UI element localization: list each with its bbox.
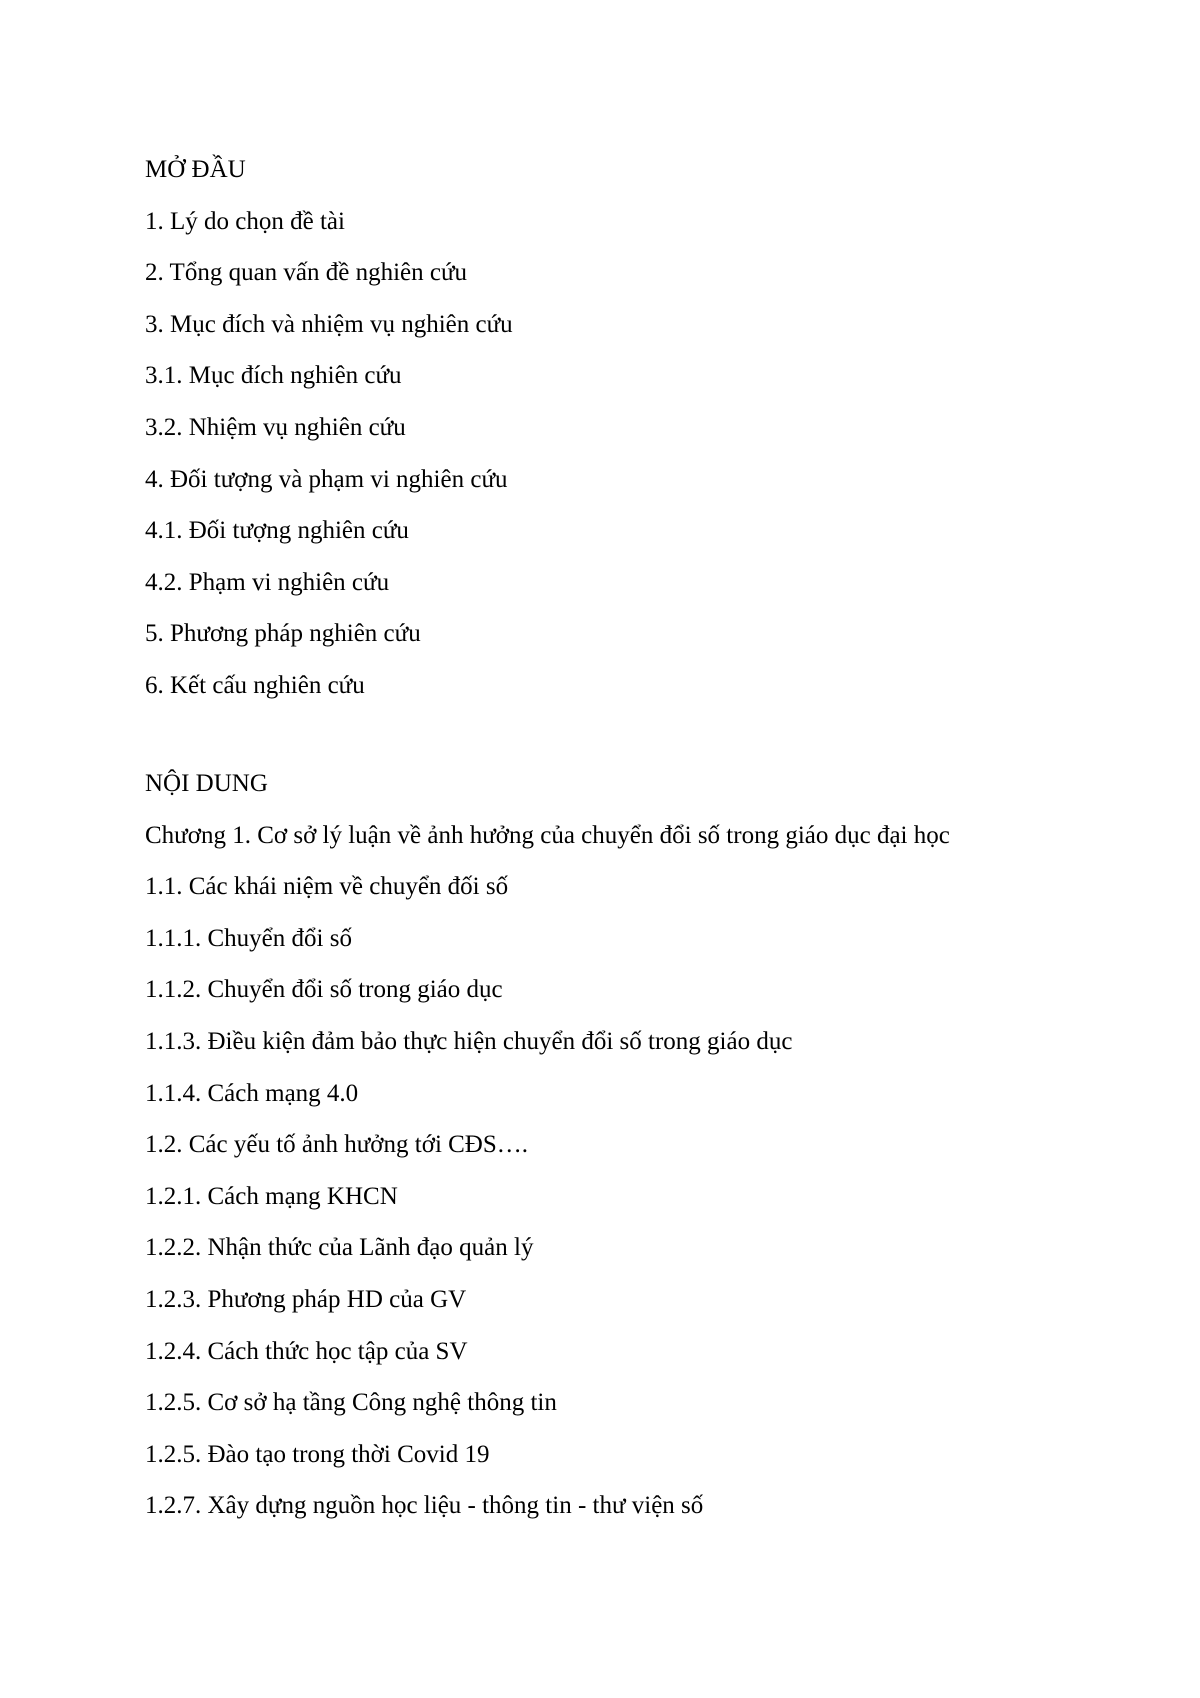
toc-item: 1.1.4. Cách mạng 4.0 <box>145 1079 359 1107</box>
toc-item: 6. Kết cấu nghiên cứu <box>145 671 365 699</box>
intro-section <box>145 144 1145 712</box>
toc-item: 1.2.5. Cơ sở hạ tầng Công nghệ thông tin <box>145 1389 557 1417</box>
toc-item: 3.1. Mục đích nghiên cứu <box>145 362 402 390</box>
chapter-title: Chương 1. Cơ sở lý luận về ảnh hưởng của chuyển đổi số trong giáo dục đại học <box>145 821 950 849</box>
toc-item: 3. Mục đích và nhiệm vụ nghiên cứu <box>145 310 513 338</box>
toc-item: 3.2. Nhiệm vụ nghiên cứu <box>145 413 406 441</box>
toc-item: 2. Tổng quan vấn đề nghiên cứu <box>145 259 468 287</box>
content-section <box>145 758 1145 1532</box>
toc-item: 4.1. Đối tượng nghiên cứu <box>145 517 409 545</box>
content-heading: NỘI DUNG <box>145 770 268 797</box>
toc-item: 1.1. Các khái niệm về chuyển đối số <box>145 873 509 901</box>
toc-item: 1.1.3. Điều kiện đảm bảo thực hiện chuyển đổi số trong giáo dục <box>145 1027 793 1055</box>
toc-item: 4.2. Phạm vi nghiên cứu <box>145 568 390 596</box>
toc-item: 1.2.2. Nhận thức của Lãnh đạo quản lý <box>145 1234 534 1262</box>
toc-item: 1.2.4. Cách thức học tập của SV <box>145 1337 468 1365</box>
toc-item: 1.2.7. Xây dựng nguồn học liệu - thông tin - thư viện số <box>145 1492 704 1520</box>
toc-item: 1.1.2. Chuyển đổi số trong giáo dục <box>145 976 503 1004</box>
toc-item: 1.2.5. Đào tạo trong thời Covid 19 <box>145 1440 490 1468</box>
toc-item: 1.2.3. Phương pháp HD của GV <box>145 1285 467 1313</box>
toc-item: 1. Lý do chọn đề tài <box>145 207 345 235</box>
toc-item: 1.1.1. Chuyển đổi số <box>145 924 352 952</box>
intro-heading: MỞ ĐẦU <box>145 156 246 183</box>
toc-item: 1.2. Các yếu tố ảnh hưởng tới CĐS…. <box>145 1131 529 1159</box>
toc-item: 4. Đối tượng và phạm vi nghiên cứu <box>145 465 508 493</box>
toc-item: 1.2.1. Cách mạng KHCN <box>145 1182 398 1210</box>
toc-item: 5. Phương pháp nghiên cứu <box>145 620 421 648</box>
